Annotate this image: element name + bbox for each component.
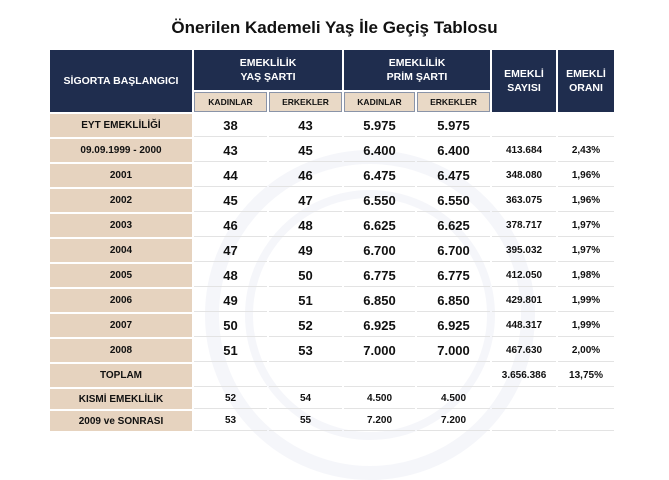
prim-kadin-cell: 5.975: [344, 114, 415, 137]
table-row: [50, 189, 614, 212]
yas-kadin-cell: 38: [194, 114, 267, 137]
row-label: 2007: [50, 314, 192, 337]
prim-erkek-cell: 6.775: [417, 264, 490, 287]
emekli-orani-cell: 1,99%: [558, 289, 614, 312]
yas-kadin-cell: 47: [194, 239, 267, 262]
row-label: TOPLAM: [50, 364, 192, 387]
prim-erkek-cell: 6.625: [417, 214, 490, 237]
table-row: [50, 264, 614, 287]
prim-erkek-cell: 6.475: [417, 164, 490, 187]
yas-erkek-cell: 43: [269, 114, 342, 137]
row-label: 2001: [50, 164, 192, 187]
emekli-orani-cell: 2,00%: [558, 339, 614, 362]
yas-erkek-cell: 50: [269, 264, 342, 287]
prim-erkek-cell: 6.400: [417, 139, 490, 162]
table-row: [50, 314, 614, 337]
header-prim-line1: EMEKLİLİK: [388, 56, 446, 69]
yas-erkek-cell: 49: [269, 239, 342, 262]
prim-kadin-cell: 7.200: [344, 411, 415, 431]
yas-erkek-cell: 54: [269, 389, 342, 409]
row-label: EYT EMEKLİLİĞİ: [50, 114, 192, 137]
yas-kadin-cell: 46: [194, 214, 267, 237]
row-label: KISMİ EMEKLİLİK: [50, 389, 192, 409]
prim-kadin-cell: 6.625: [344, 214, 415, 237]
yas-kadin-cell: 44: [194, 164, 267, 187]
yas-kadin-cell: 50: [194, 314, 267, 337]
emekli-sayisi-cell: 412.050: [492, 264, 556, 287]
row-label: 2008: [50, 339, 192, 362]
prim-kadin-cell: 6.850: [344, 289, 415, 312]
table-row: [50, 214, 614, 237]
emekli-orani-cell: 1,97%: [558, 239, 614, 262]
yas-kadin-cell: 51: [194, 339, 267, 362]
yas-erkek-cell: 52: [269, 314, 342, 337]
header-oran-line1: EMEKLİ: [566, 67, 606, 80]
table-row: [50, 164, 614, 187]
prim-kadin-cell: 6.700: [344, 239, 415, 262]
emekli-sayisi-cell: 429.801: [492, 289, 556, 312]
row-label: 2002: [50, 189, 192, 212]
yas-erkek-cell: 55: [269, 411, 342, 431]
emekli-orani-cell: 1,99%: [558, 314, 614, 337]
row-label: 2003: [50, 214, 192, 237]
subheader-yas-kadinlar: KADINLAR: [194, 92, 267, 112]
emekli-orani-cell: [558, 114, 614, 137]
header-prim-line2: PRİM ŞARTI: [386, 71, 448, 83]
subheader-yas-erkekler: ERKEKLER: [269, 92, 342, 112]
row-label: 09.09.1999 - 2000: [50, 139, 192, 162]
row-label: 2005: [50, 264, 192, 287]
emekli-sayisi-cell: 348.080: [492, 164, 556, 187]
yas-kadin-cell: 52: [194, 389, 267, 409]
emekli-orani-cell: 1,96%: [558, 189, 614, 212]
prim-erkek-cell: 6.550: [417, 189, 490, 212]
emekli-sayisi-cell: 448.317: [492, 314, 556, 337]
emekli-sayisi-cell: 467.630: [492, 339, 556, 362]
table-row: [50, 239, 614, 262]
header-oran-line2: ORANI: [569, 82, 603, 94]
prim-erkek-cell: 6.700: [417, 239, 490, 262]
prim-kadin-cell: 6.775: [344, 264, 415, 287]
emekli-orani-cell: 1,97%: [558, 214, 614, 237]
page-title: Önerilen Kademeli Yaş İle Geçiş Tablosu: [171, 18, 498, 37]
prim-erkek-cell: 7.000: [417, 339, 490, 362]
emekli-orani-cell: [558, 411, 614, 431]
prim-erkek-cell: 5.975: [417, 114, 490, 137]
header-sayi-line1: EMEKLİ: [504, 67, 544, 80]
yas-kadin-cell: 48: [194, 264, 267, 287]
emekli-sayisi-cell: 413.684: [492, 139, 556, 162]
emekli-orani-cell: [558, 389, 614, 409]
yas-erkek-cell: 46: [269, 164, 342, 187]
prim-kadin-cell: 4.500: [344, 389, 415, 409]
yas-kadin-cell: 49: [194, 289, 267, 312]
table-row: [50, 114, 614, 137]
row-label: 2006: [50, 289, 192, 312]
subheader-prim-kadinlar: KADINLAR: [344, 92, 415, 112]
total-emekli-sayisi-cell: 3.656.386: [492, 364, 556, 387]
prim-erkek-cell: 7.200: [417, 411, 490, 431]
yas-erkek-cell: 51: [269, 289, 342, 312]
emekli-orani-cell: 1,98%: [558, 264, 614, 287]
table-row-total: [50, 364, 614, 387]
prim-kadin-cell: 6.475: [344, 164, 415, 187]
emekli-orani-cell: 1,96%: [558, 164, 614, 187]
prim-kadin-cell: 6.550: [344, 189, 415, 212]
yas-kadin-cell: [194, 364, 267, 387]
table-row: [50, 389, 614, 409]
prim-kadin-cell: 6.925: [344, 314, 415, 337]
table-row: [50, 339, 614, 362]
emekli-sayisi-cell: [492, 389, 556, 409]
emekli-sayisi-cell: [492, 114, 556, 137]
header-sayi-line2: SAYISI: [507, 82, 541, 94]
prim-kadin-cell: 7.000: [344, 339, 415, 362]
prim-erkek-cell: [417, 364, 490, 387]
emekli-sayisi-cell: 395.032: [492, 239, 556, 262]
yas-erkek-cell: 47: [269, 189, 342, 212]
emekli-sayisi-cell: 363.075: [492, 189, 556, 212]
emekli-sayisi-cell: [492, 411, 556, 431]
subheader-prim-erkekler: ERKEKLER: [417, 92, 490, 112]
row-label: 2004: [50, 239, 192, 262]
yas-erkek-cell: 45: [269, 139, 342, 162]
table-row: [50, 289, 614, 312]
yas-kadin-cell: 53: [194, 411, 267, 431]
prim-kadin-cell: [344, 364, 415, 387]
header-emekli-sayisi: [492, 50, 556, 112]
header-yas-line1: EMEKLİLİK: [239, 56, 297, 69]
header-yas-line2: YAŞ ŞARTI: [240, 71, 296, 83]
prim-erkek-cell: 6.850: [417, 289, 490, 312]
header-prim-sarti: [344, 50, 490, 90]
header-yas-sarti: [194, 50, 342, 90]
transition-table: [48, 48, 616, 433]
yas-kadin-cell: 45: [194, 189, 267, 212]
emekli-orani-cell: 2,43%: [558, 139, 614, 162]
prim-kadin-cell: 6.400: [344, 139, 415, 162]
table-row: [50, 411, 614, 431]
header-sigorta: SİGORTA BAŞLANGICI: [50, 50, 192, 112]
header-emekli-orani: [558, 50, 614, 112]
yas-kadin-cell: 43: [194, 139, 267, 162]
yas-erkek-cell: 53: [269, 339, 342, 362]
emekli-sayisi-cell: 378.717: [492, 214, 556, 237]
yas-erkek-cell: 48: [269, 214, 342, 237]
table-row: [50, 139, 614, 162]
prim-erkek-cell: 4.500: [417, 389, 490, 409]
prim-erkek-cell: 6.925: [417, 314, 490, 337]
total-emekli-orani-cell: 13,75%: [558, 364, 614, 387]
row-label: 2009 ve SONRASI: [50, 411, 192, 431]
yas-erkek-cell: [269, 364, 342, 387]
